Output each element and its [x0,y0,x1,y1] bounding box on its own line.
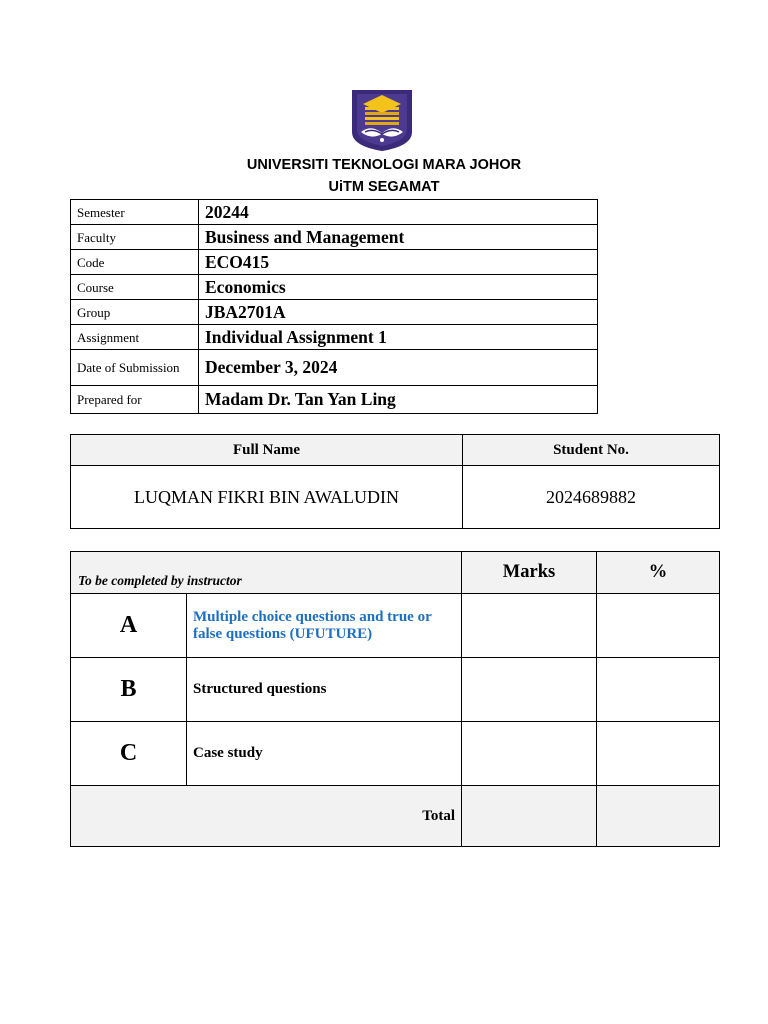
total-marks-cell [462,786,597,847]
total-label: Total [71,786,462,847]
percent-cell [597,594,720,658]
marks-cell [462,658,597,722]
total-row [71,786,720,847]
info-label: Semester [71,200,199,225]
info-row-course [71,275,598,300]
uitm-crest-logo [349,88,415,152]
info-label: Course [71,275,199,300]
student-name: LUQMAN FIKRI BIN AWALUDIN [71,466,463,529]
student-table [70,434,720,529]
campus-name: UiTM SEGAMAT [328,179,440,195]
student-row [71,466,720,529]
marks-cell [462,722,597,786]
full-name-header: Full Name [71,435,463,466]
percent-cell [597,722,720,786]
info-row-semester [71,200,598,225]
info-value: 20244 [199,200,598,225]
info-value: Madam Dr. Tan Yan Ling [199,386,598,414]
info-label: Prepared for [71,386,199,414]
section-row-b [71,658,720,722]
info-label: Code [71,250,199,275]
info-row-assignment [71,325,598,350]
student-number: 2024689882 [463,466,720,529]
section-description: Case study [187,722,462,786]
info-label: Faculty [71,225,199,250]
marks-cell [462,594,597,658]
info-label: Group [71,300,199,325]
total-percent-cell [597,786,720,847]
marks-table [70,551,720,847]
section-row-c [71,722,720,786]
section-letter: A [71,594,187,658]
student-no-header: Student No. [463,435,720,466]
info-row-prepared-for [71,386,598,414]
info-row-group [71,300,598,325]
marks-header: Marks [462,552,597,594]
info-row-code [71,250,598,275]
section-letter: C [71,722,187,786]
instructor-note: To be completed by instructor [71,552,462,594]
section-description: Structured questions [187,658,462,722]
info-value: Individual Assignment 1 [199,325,598,350]
info-value: ECO415 [199,250,598,275]
info-label: Assignment [71,325,199,350]
course-info-table [70,199,598,414]
info-row-submission-date [71,350,598,386]
marks-header-row [71,552,720,594]
percent-header: % [597,552,720,594]
info-row-faculty [71,225,598,250]
info-value: Economics [199,275,598,300]
info-value: Business and Management [199,225,598,250]
section-row-a [71,594,720,658]
university-name: UNIVERSITI TEKNOLOGI MARA JOHOR [246,157,522,173]
section-letter: B [71,658,187,722]
percent-cell [597,658,720,722]
student-header-row [71,435,720,466]
info-label: Date of Submission [71,350,199,386]
info-value: JBA2701A [199,300,598,325]
info-value: December 3, 2024 [199,350,598,386]
section-description: Multiple choice questions and true or false questions (UFUTURE) [187,594,462,658]
